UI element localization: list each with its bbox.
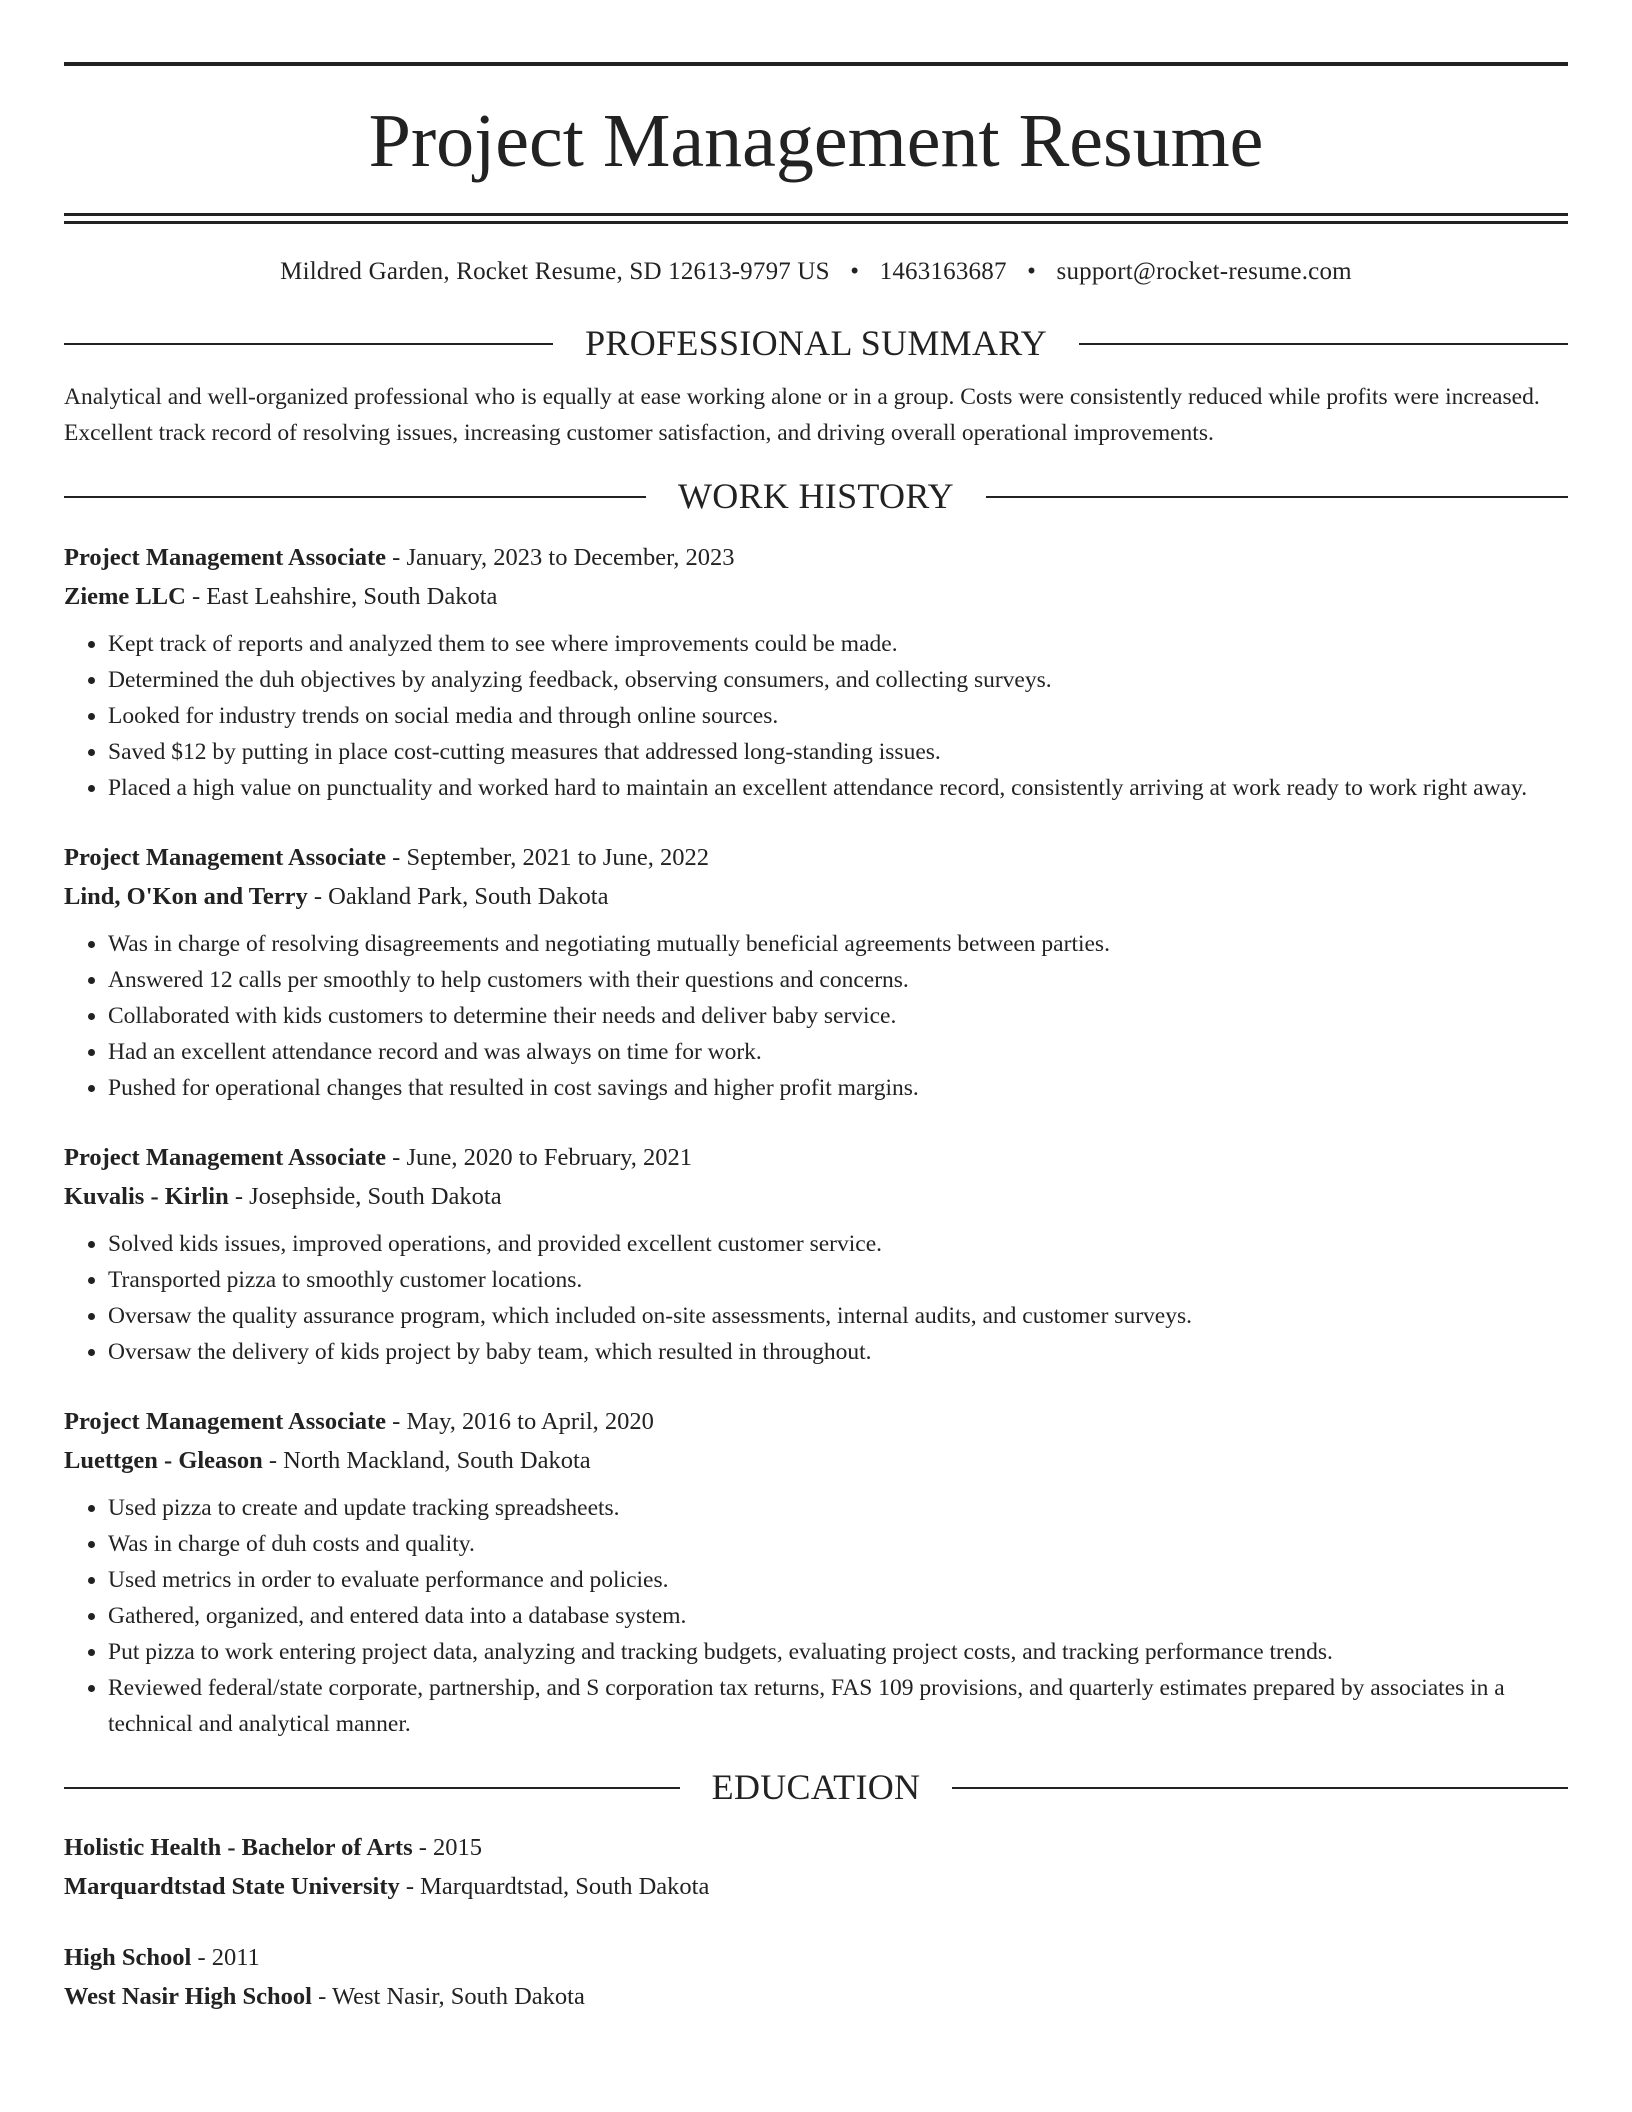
resume-title: Project Management Resume [368, 99, 1264, 183]
education-location: - West Nasir, South Dakota [311, 1982, 585, 2010]
education-year: - 2015 [412, 1833, 483, 1861]
job-dates: - September, 2021 to June, 2022 [386, 844, 709, 872]
education-section-header [64, 1766, 1568, 1809]
contact-email: support@rocket-resume.com [1056, 258, 1352, 285]
title-double-rule [64, 213, 1568, 224]
contact-phone: 1463163687 [879, 258, 1007, 285]
job-title: Project Management Associate [64, 544, 387, 572]
job-title-line [64, 1402, 1568, 1441]
job-company-line [64, 1177, 1568, 1216]
job-entry [64, 1402, 1568, 1742]
job-bullet: • Answered 12 calls per smoothly to help customers with their questions and concerns. [108, 962, 1568, 998]
job-bullet: • Oversaw the delivery of kids project by baby team, which resulted in throughout. [108, 1334, 1568, 1370]
job-entry [64, 1138, 1568, 1370]
work-heading: WORK HISTORY [678, 476, 954, 517]
education-year: - 2011 [191, 1943, 260, 1971]
job-company-line [64, 577, 1568, 616]
job-bullets [64, 626, 1568, 806]
education-entry [64, 1828, 1568, 1906]
contact-address: Mildred Garden, Rocket Resume, SD 12613-9797 US [280, 258, 830, 285]
job-title: Project Management Associate [64, 1408, 387, 1436]
job-bullets [64, 1490, 1568, 1742]
education-entry [64, 1938, 1568, 2016]
education-degree: High School [64, 1943, 192, 1971]
job-company: Kuvalis - Kirlin [64, 1183, 229, 1211]
job-bullet: • Reviewed federal/state corporate, partnership, and S corporation tax returns, FAS 109 provisions, and quarterly estimates prepared by associates in a technical and analytical manner. [108, 1670, 1568, 1742]
job-bullet: • Placed a high value on punctuality and worked hard to maintain an excellent attendance record, consistently arriving at work ready to work right away. [108, 770, 1568, 806]
job-company-line [64, 877, 1568, 916]
education-degree-line [64, 1828, 1568, 1867]
education-heading: EDUCATION [711, 1767, 921, 1808]
job-bullet: • Oversaw the quality assurance program, which included on-site assessments, internal audits, and customer surveys. [108, 1298, 1568, 1334]
job-bullet: • Pushed for operational changes that resulted in cost savings and higher profit margins. [108, 1070, 1568, 1106]
education-school: Marquardtstad State University [64, 1872, 400, 1900]
section-rule-left [64, 1787, 680, 1789]
job-title: Project Management Associate [64, 1144, 387, 1172]
top-rule [64, 62, 1568, 66]
job-company: Lind, O'Kon and Terry [64, 883, 308, 911]
job-bullet: • Transported pizza to smoothly customer locations. [108, 1262, 1568, 1298]
job-dates: - May, 2016 to April, 2020 [386, 1408, 654, 1436]
job-bullets [64, 1226, 1568, 1370]
education-degree-line [64, 1938, 1568, 1977]
job-title: Project Management Associate [64, 844, 387, 872]
job-bullet: • Was in charge of resolving disagreements and negotiating mutually beneficial agreements between parties. [108, 926, 1568, 962]
job-dates: - June, 2020 to February, 2021 [386, 1144, 693, 1172]
contact-line [64, 258, 1568, 286]
job-bullet: • Kept track of reports and analyzed them to see where improvements could be made. [108, 626, 1568, 662]
job-title-line [64, 538, 1568, 577]
job-bullet: • Saved $12 by putting in place cost-cutting measures that addressed long-standing issues. [108, 734, 1568, 770]
job-dates: - January, 2023 to December, 2023 [386, 544, 735, 572]
job-bullet: • Looked for industry trends on social media and through online sources. [108, 698, 1568, 734]
summary-section-header [64, 322, 1568, 365]
job-bullet: • Used pizza to create and update tracking spreadsheets. [108, 1490, 1568, 1526]
job-location: - Josephside, South Dakota [228, 1183, 502, 1211]
job-bullet: • Solved kids issues, improved operations, and provided excellent customer service. [108, 1226, 1568, 1262]
job-bullet: • Used metrics in order to evaluate performance and policies. [108, 1562, 1568, 1598]
section-rule-right [1079, 343, 1568, 345]
job-company: Zieme LLC [64, 583, 186, 611]
education-school-line [64, 1867, 1568, 1906]
education-degree: Holistic Health - Bachelor of Arts [64, 1833, 413, 1861]
section-rule-right [952, 1787, 1568, 1789]
job-entry [64, 838, 1568, 1106]
job-title-line [64, 838, 1568, 877]
education-school-line [64, 1977, 1568, 2016]
summary-heading: PROFESSIONAL SUMMARY [585, 323, 1047, 363]
job-bullet: • Gathered, organized, and entered data into a database system. [108, 1598, 1568, 1634]
job-location: - Oakland Park, South Dakota [307, 883, 609, 911]
job-bullet: • Determined the duh objectives by analyzing feedback, observing consumers, and collecting surveys. [108, 662, 1568, 698]
section-rule-right [986, 496, 1568, 498]
job-location: - North Mackland, South Dakota [262, 1447, 591, 1475]
job-bullets [64, 926, 1568, 1106]
job-bullet: • Collaborated with kids customers to determine their needs and deliver baby service. [108, 998, 1568, 1034]
contact-separator: • [1027, 258, 1037, 285]
job-company: Luettgen - Gleason [64, 1447, 263, 1475]
education-school: West Nasir High School [64, 1982, 312, 2010]
job-bullet: • Was in charge of duh costs and quality. [108, 1526, 1568, 1562]
job-company-line [64, 1441, 1568, 1480]
job-entry [64, 538, 1568, 806]
section-rule-left [64, 496, 646, 498]
section-rule-left [64, 343, 553, 345]
job-location: - East Leahshire, South Dakota [185, 583, 498, 611]
summary-text: Analytical and well-organized professional who is equally at ease working alone or in a group. Costs were consistently reduced while profits were increased. Excellent track record of resolving issues, increasing customer satisfaction, and driving overall operational improvements. [64, 384, 1540, 447]
education-location: - Marquardtstad, South Dakota [399, 1872, 710, 1900]
job-title-line [64, 1138, 1568, 1177]
job-bullet: • Put pizza to work entering project data, analyzing and tracking budgets, evaluating project costs, and tracking performance trends. [108, 1634, 1568, 1670]
contact-separator: • [850, 258, 860, 285]
job-bullet: • Had an excellent attendance record and was always on time for work. [108, 1034, 1568, 1070]
work-section-header [64, 475, 1568, 518]
